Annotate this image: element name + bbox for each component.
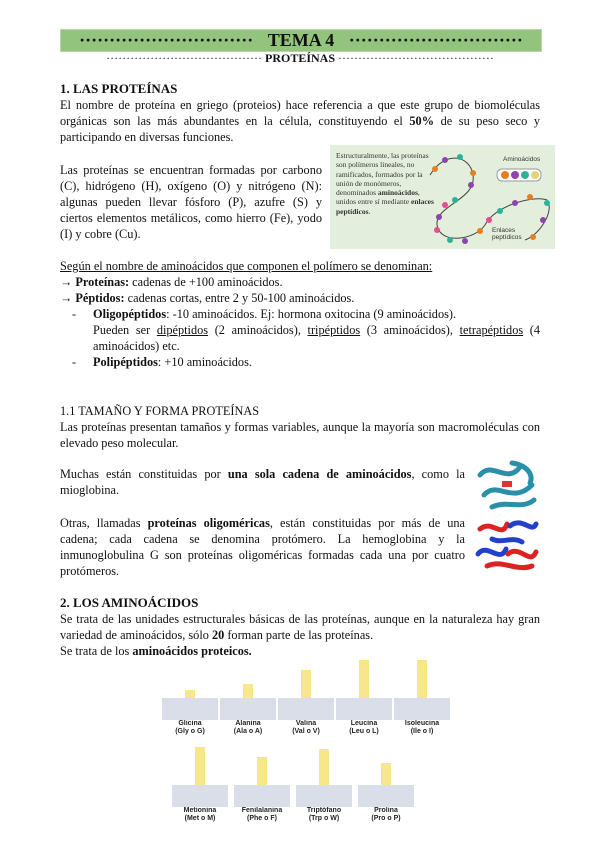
dots-right: ······································· — [338, 51, 494, 65]
amino-acid-alanina: Alanina (Ala o A) — [218, 684, 278, 736]
list-item-peptidos: → Péptidos: cadenas cortas, entre 2 y 50-100 aminoácidos. — [60, 291, 355, 305]
subtitle — [60, 50, 540, 66]
paragraph: Se trata de las unidades estructurales básicas de las proteínas, aunque en la naturaleza hay gran variedad de aminoácidos, sólo 20 forman parte de las proteínas. — [60, 612, 540, 642]
amino-acid-valina: Valina (Val o V) — [276, 670, 336, 736]
dots-left: ······································· — [106, 51, 262, 65]
amino-acids-figure — [160, 663, 450, 838]
section-heading: 2. LOS AMINOÁCIDOS — [60, 595, 199, 610]
amino-acid-chain-illustration — [425, 145, 555, 249]
list-intro: Según el nombre de aminoácidos que componen el polímero se denominan: — [60, 259, 433, 273]
amino-acid-metionina: Metionina (Met o M) — [170, 747, 230, 823]
amino-acid-isoleucina: Isoleucina (Ile o I) — [392, 660, 452, 736]
myoglobin-image — [472, 455, 542, 513]
paragraph: Se trata de los aminoácidos proteicos. — [60, 644, 252, 658]
dash: - — [72, 355, 77, 369]
hemoglobin-image — [472, 514, 542, 574]
oligopeptidos-detail: Pueden ser dipéptidos (2 aminoácidos), tripéptidos (3 aminoácidos), tetrapéptidos (4 aminoácidos) etc. — [93, 323, 540, 353]
subtitle-text: PROTEÍNAS — [264, 51, 335, 65]
figure-caption: Estructuralmente, las proteínas son polímeros lineales, no ramificados, formados por la unión de monómeros, denominados aminoácidos, unidos entre sí mediante enlaces peptídicos. — [336, 151, 434, 216]
paragraph: Las proteínas presentan tamaños y formas variables, aunque la mayoría son macromoléculas con elevado peso molecular. — [60, 420, 540, 450]
polymer-figure — [330, 145, 555, 249]
paragraph: El nombre de proteína en griego (proteios) hace referencia a que este grupo de biomoléculas orgánicas son las más abundantes en la célula, constituyendo el 50% de su peso seco y participando en diversas funciones. — [60, 98, 541, 144]
amino-acid-leucina: Leucina (Leu o L) — [334, 660, 394, 736]
amino-acid-glicina: Glicina (Gly o G) — [160, 690, 220, 736]
paragraph: Otras, llamadas proteínas oligoméricas, están constituidas por más de una cadena; cada cadena se denomina protómero. La hemoglobina y la inmunoglobulina G son proteínas oligoméricas formadas cada una por cuatro protómeros. — [60, 516, 465, 578]
title-banner — [60, 29, 542, 52]
paragraph: Muchas están constituidas por una sola cadena de aminoácidos, como la mioglobina. — [60, 467, 466, 497]
subsection-heading: 1.1 TAMAÑO Y FORMA PROTEÍNAS — [60, 404, 260, 418]
dots-left: ····························· — [79, 30, 254, 50]
label-aminoacidos: Aminoácidos — [503, 156, 541, 163]
list-item-proteinas: → Proteínas: cadenas de +100 aminoácidos. — [60, 275, 283, 289]
amino-acid-fenilalanina: Fenilalanina (Phe o F) — [232, 757, 292, 823]
dots-right: ····························· — [348, 30, 523, 50]
dash: - — [72, 307, 77, 321]
list-item-polipeptidos: Polipéptidos: +10 aminoácidos. — [93, 355, 252, 369]
paragraph: Las proteínas se encuentran formadas por carbono (C), hidrógeno (H), oxígeno (O) y nitrógeno (N): algunas pueden llevar fósforo (P), azufre (S) y ciertos elementos metálicos, como hierro (Fe), yodo (I) y cobre (Cu). — [60, 163, 322, 241]
label-enlaces: Enlaces peptídicos — [492, 227, 522, 241]
list-item-oligopeptidos: Oligopéptidos: -10 aminoácidos. Ej: hormona oxitocina (9 aminoácidos). — [93, 307, 457, 321]
section-heading: 1. LAS PROTEÍNAS — [60, 81, 178, 96]
amino-acid-prolina: Prolina (Pro o P) — [356, 763, 416, 823]
amino-acid-triptófano: Triptófano (Trp o W) — [294, 749, 354, 823]
page-title: TEMA 4 — [267, 30, 335, 50]
